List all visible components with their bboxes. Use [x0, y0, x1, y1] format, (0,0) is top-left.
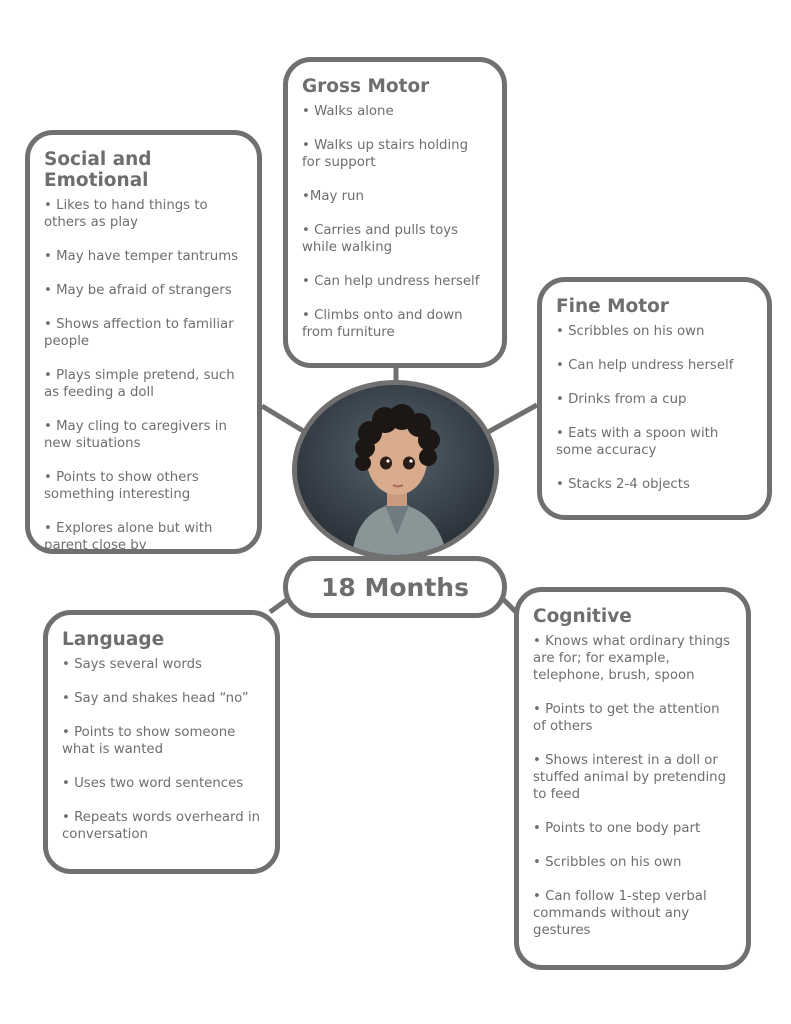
connector-social: [262, 406, 305, 432]
social-emotional-title: Social and Emotional: [44, 149, 152, 191]
list-item: • Repeats words overheard in conversation: [62, 810, 261, 842]
list-item: • Scribbles on his own: [533, 855, 682, 870]
list-item: • Scribbles on his own: [556, 324, 705, 339]
list-item: • Knows what ordinary things are for; for example, telephone, brush, spoon: [533, 634, 731, 683]
list-item: •May run: [302, 189, 364, 204]
list-item: • May cling to caregivers in new situations: [44, 419, 227, 451]
list-item: • Points to show others something interesting: [44, 470, 199, 502]
list-item: • Climbs onto and down from furniture: [302, 308, 463, 340]
fine-motor-list: [556, 323, 755, 493]
gross-motor-title: Gross Motor: [302, 76, 430, 97]
list-item: • May have temper tantrums: [44, 249, 239, 264]
language-list: [62, 656, 263, 843]
list-item: • Stacks 2-4 objects: [556, 477, 690, 492]
cognitive-title: Cognitive: [533, 606, 632, 627]
list-item: • May be afraid of strangers: [44, 283, 232, 298]
list-item: • Points to get the attention of others: [533, 702, 720, 734]
fine-motor-box: [537, 277, 772, 520]
social-emotional-box: [25, 130, 262, 554]
list-item: • Eats with a spoon with some accuracy: [556, 426, 719, 458]
language-box: [43, 610, 280, 874]
gross-motor-list: [302, 103, 490, 341]
list-item: • Likes to hand things to others as play: [44, 198, 208, 230]
social-emotional-list: [44, 197, 245, 554]
fine-motor-title: Fine Motor: [556, 296, 669, 317]
age-label: 18 Months: [283, 556, 507, 618]
cognitive-box: [514, 587, 751, 970]
list-item: • Shows interest in a doll or stuffed animal by pretending to feed: [533, 753, 727, 802]
list-item: • Walks alone: [302, 104, 394, 119]
list-item: • Explores alone but with parent close by: [44, 521, 213, 553]
list-item: • Walks up stairs holding for support: [302, 138, 469, 170]
list-item: • Says several words: [62, 657, 202, 672]
gross-motor-box: [283, 57, 507, 368]
child-photo: [292, 380, 499, 560]
list-item: • Uses two word sentences: [62, 776, 244, 791]
list-item: • Can follow 1-step verbal commands without any gestures: [533, 889, 707, 938]
list-item: • Say and shakes head “no”: [62, 691, 249, 706]
connector-fine: [488, 405, 537, 432]
child-illustration: [297, 385, 494, 555]
list-item: • Points to show someone what is wanted: [62, 725, 236, 757]
list-item: • Shows affection to familiar people: [44, 317, 234, 349]
list-item: • Can help undress herself: [302, 274, 480, 289]
language-title: Language: [62, 629, 165, 650]
list-item: • Can help undress herself: [556, 358, 734, 373]
list-item: • Drinks from a cup: [556, 392, 687, 407]
list-item: • Points to one body part: [533, 821, 701, 836]
list-item: • Carries and pulls toys while walking: [302, 223, 459, 255]
cognitive-list: [533, 633, 734, 939]
list-item: • Plays simple pretend, such as feeding a doll: [44, 368, 235, 400]
